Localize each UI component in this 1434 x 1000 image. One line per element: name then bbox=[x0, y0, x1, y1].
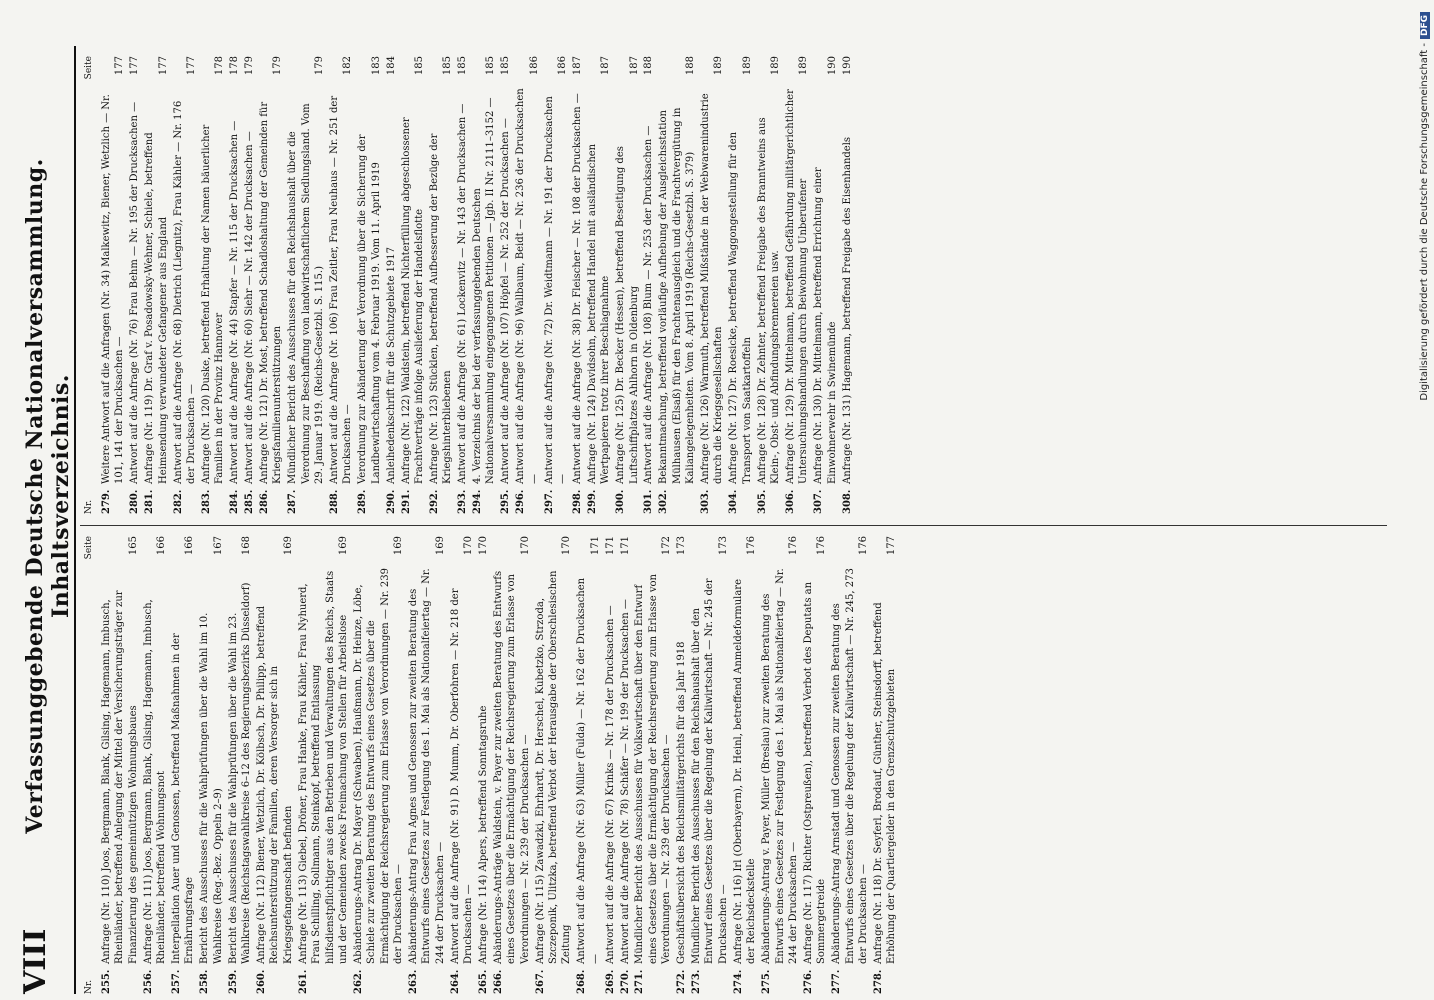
entry-text: Antwort auf die Anfrage (Nr. 61) Lockenvitz — Nr. 143 der Drucksachen — bbox=[457, 103, 469, 484]
toc-entry bbox=[352, 536, 406, 994]
entry-number: 278. bbox=[872, 969, 884, 994]
entry-page: 185 bbox=[413, 56, 425, 76]
entry-page: 185 bbox=[442, 56, 454, 76]
entry-page: 179 bbox=[244, 56, 256, 76]
entry-page: 170 bbox=[519, 536, 531, 556]
entry-page: 186 bbox=[528, 56, 540, 76]
entry-text: Abänderungs-Antrag Frau Agnes und Genossen zur zweiten Beratung des Entwurfs eines Gesetzes zur Festlegung des 1. Mai als Nationalfeiertag — Nr. 244 der Drucksachen — bbox=[407, 568, 446, 964]
entry-page: 170 bbox=[477, 536, 489, 556]
toc-entry bbox=[407, 536, 447, 994]
entry-text: Anfrage (Nr. 125) Dr. Becker (Hessen), betreffend Beseitigung des Luftschiffplatzes Ahlhorn in Oldenburg bbox=[615, 146, 640, 484]
toc-entry bbox=[143, 56, 170, 514]
toc-entry bbox=[492, 536, 532, 994]
column-head-seite: Seite bbox=[84, 536, 94, 560]
toc-entry bbox=[841, 56, 854, 514]
entry-number: 268. bbox=[576, 969, 588, 994]
entry-text: Bericht des Ausschusses für die Wahlprüfungen über die Wahl im 10. Wahlkreise (Reg.-Bez. Oppeln 2–9) bbox=[199, 612, 224, 964]
entry-number: 287. bbox=[287, 489, 299, 514]
entry-page: 188 bbox=[685, 56, 697, 76]
entry-text: Anfrage (Nr. 122) Waldstein, betreffend Nichterfüllung abgeschlossener Frachtverträge infolge Auslieferung der Handelsflotte bbox=[400, 117, 425, 484]
entry-page: 184 bbox=[385, 56, 397, 76]
entry-number: 291. bbox=[400, 489, 412, 514]
toc-entry bbox=[243, 56, 256, 514]
entry-page: 177 bbox=[114, 56, 126, 76]
entry-number: 297. bbox=[543, 489, 555, 514]
entry-number: 282. bbox=[172, 489, 184, 514]
entry-text: Antwort auf die Anfrage (Nr. 63) Müller (Fulda) — Nr. 162 der Drucksachen — bbox=[576, 577, 601, 964]
entry-number: 295. bbox=[500, 489, 512, 514]
toc-entry bbox=[575, 536, 602, 994]
entry-page: 189 bbox=[798, 56, 810, 76]
entry-page: 177 bbox=[886, 536, 898, 556]
toc-entry bbox=[534, 536, 574, 994]
toc-entry bbox=[675, 536, 688, 994]
entry-page: 166 bbox=[156, 536, 168, 556]
entry-text: Antwort auf die Anfrage (Nr. 76) Frau Behm — Nr. 195 der Drucksachen — bbox=[129, 101, 141, 484]
entry-number: 263. bbox=[407, 969, 419, 994]
entry-text: Anfrage (Nr. 111) Joos, Bergmann, Blank, Gilsing, Hagemann, Imbusch, Rheinländer, betreffend Wohnungsnot bbox=[142, 599, 168, 964]
entry-page: 176 bbox=[816, 536, 828, 556]
entry-page: 171 bbox=[604, 536, 616, 556]
toc-entry bbox=[477, 536, 490, 994]
entry-page: 179 bbox=[272, 56, 284, 76]
column-head-nr: Nr. bbox=[84, 499, 94, 514]
toc-entry bbox=[227, 536, 254, 994]
entry-number: 269. bbox=[604, 969, 616, 994]
entry-number: 255. bbox=[101, 969, 112, 994]
entry-page: 171 bbox=[619, 536, 631, 556]
column-divider bbox=[80, 525, 1387, 526]
toc-entry bbox=[100, 56, 127, 514]
entry-page: 176 bbox=[857, 536, 869, 556]
entry-number: 281. bbox=[144, 489, 156, 514]
entry-number: 285. bbox=[244, 489, 256, 514]
toc-entry bbox=[471, 56, 498, 514]
entry-number: 298. bbox=[571, 489, 583, 514]
column-head bbox=[84, 56, 100, 514]
toc-entry bbox=[571, 56, 584, 514]
entry-number: 292. bbox=[428, 489, 440, 514]
column-head-seite: Seite bbox=[84, 56, 94, 80]
entry-text: Antwort auf die Anfrage (Nr. 91) D. Mumm, Dr. Oberfohren — Nr. 218 der Drucksachen — bbox=[449, 588, 475, 964]
entry-number: 271. bbox=[634, 969, 646, 994]
entry-text: Anfrage (Nr. 110) Joos, Bergmann, Blank, Gilsing, Hagemann, Imbusch, Rheinländer, betreffend Anlegung der Mittel der Versicherungsträger zur Finanzierung des gemeinnützigen Wohnungsbaues bbox=[101, 590, 139, 964]
entry-page: 188 bbox=[643, 56, 655, 76]
toc-entry bbox=[200, 56, 227, 514]
entry-page: 169 bbox=[337, 536, 349, 556]
entry-page: 166 bbox=[184, 536, 196, 556]
entry-number: 262. bbox=[352, 969, 364, 994]
entry-text: Bekanntmachung, betreffend vorläufige Aufhebung der Ausgleichsstation Mülhausen (Elsaß) für den Frachtenausgleich und die Frachtvergütung in Kaliangelegenheiten. Vom 8. April 1919 (Reichs-Gesetzbl. S. 379) bbox=[658, 107, 697, 484]
header-rule bbox=[74, 46, 76, 994]
entry-page: 170 bbox=[561, 536, 573, 556]
entry-text: Abänderungs-Antrag v. Payer, Müller (Breslau) zur zweiten Beratung des Entwurfs eines Gesetzes zur Festlegung des 1. Mai als Nationalfeiertag — Nr. 244 der Drucksachen — bbox=[761, 568, 799, 964]
toc-entry bbox=[456, 56, 469, 514]
entry-number: 283. bbox=[200, 489, 212, 514]
entry-page: 165 bbox=[127, 536, 139, 556]
entry-page: 170 bbox=[463, 536, 475, 556]
entry-number: 264. bbox=[449, 969, 461, 994]
entry-text: Anfrage (Nr. 128) Dr. Zehnter, betreffend Freigabe des Branntweins aus Klein-, Obst- und Abfindungsbrennereien usw. bbox=[756, 117, 782, 484]
entry-page: 171 bbox=[589, 536, 601, 556]
entry-text: Anfrage (Nr. 112) Biener, Wetzlich, Dr. Kölbsch, Dr. Philipp, betreffend Reichsunterstützung der Familien, deren Versorger sich in Kriegsgefangenschaft befinden bbox=[255, 605, 294, 964]
toc-entry bbox=[614, 56, 641, 514]
toc-entry bbox=[756, 56, 783, 514]
funding-note bbox=[1419, 12, 1433, 992]
entry-number: 256. bbox=[142, 969, 154, 994]
entry-number: 286. bbox=[258, 489, 270, 514]
entry-text: Antwort auf die Anfrage (Nr. 68) Dietrich (Liegnitz), Frau Kähler — Nr. 176 der Drucksachen — bbox=[172, 100, 197, 484]
entry-text: Antwort auf die Anfrage (Nr. 106) Frau Zeitler, Frau Neuhaus — Nr. 251 der Drucksachen — bbox=[329, 95, 354, 484]
entry-page: 178 bbox=[214, 56, 226, 76]
entry-page: 177 bbox=[185, 56, 197, 76]
entry-number: 280. bbox=[129, 489, 141, 514]
entry-page: 189 bbox=[741, 56, 753, 76]
entry-text: Bericht des Ausschusses für die Wahlprüfungen über die Wahl im 23. Wahlkreise (Reichstagswahlkreise 6–12 des Regierungsbezirks Düsseldorf) bbox=[227, 582, 253, 964]
entry-number: 305. bbox=[756, 489, 768, 514]
toc-entry bbox=[619, 536, 632, 994]
toc-entry bbox=[802, 536, 829, 994]
entry-page: 173 bbox=[676, 536, 688, 556]
right-column bbox=[84, 56, 1389, 514]
entry-text: Anfrage (Nr. 117) Richter (Ostpreußen), betreffend Verbot des Deputats an Sommergetreide bbox=[802, 581, 828, 964]
entry-page: 186 bbox=[557, 56, 568, 76]
entry-number: 274. bbox=[732, 969, 744, 994]
entry-page: 185 bbox=[500, 56, 512, 76]
entry-number: 296. bbox=[515, 489, 527, 514]
toc-entry bbox=[760, 536, 800, 994]
page-header bbox=[10, 46, 74, 994]
entry-page: 185 bbox=[485, 56, 497, 76]
toc-entry bbox=[128, 56, 141, 514]
toc-entry bbox=[255, 536, 295, 994]
entry-page: 190 bbox=[826, 56, 838, 76]
entry-number: 299. bbox=[586, 489, 598, 514]
toc-entry bbox=[872, 536, 899, 994]
entry-text: Antwort auf die Anfrage (Nr. 60) Siehr — Nr. 142 der Drucksachen — bbox=[244, 131, 256, 484]
toc-entry bbox=[449, 536, 476, 994]
toc-entry bbox=[356, 56, 383, 514]
toc-entry bbox=[830, 536, 870, 994]
entry-number: 261. bbox=[297, 969, 309, 994]
entry-page: 176 bbox=[787, 536, 799, 556]
entry-text: Anfrage (Nr. 115) Zawadzki, Ehrhardt, Dr. Herschel, Kubetzko, Strzoda, Szczeponik, Ulitzka, betreffend Verbot der Herausgabe der Oberschlesischen Zeitung bbox=[534, 570, 573, 964]
toc-entry bbox=[328, 56, 355, 514]
entry-page: 177 bbox=[129, 56, 141, 76]
entry-number: 294. bbox=[472, 489, 484, 514]
funding-note-text: Digitalisierung gefördert durch die Deutsche Forschungsgemeinschaft - bbox=[1419, 43, 1430, 401]
entry-text: Anfrage (Nr. 130) Dr. Mittelmann, betreffend Errichtung einer Einwohnerwehr in Swinemünde bbox=[813, 167, 838, 484]
entry-text: Anfrage (Nr. 131) Hagemann, betreffend Freigabe des Eisenhandels bbox=[841, 136, 853, 484]
entry-page: 189 bbox=[770, 56, 782, 76]
entry-number: 300. bbox=[615, 489, 627, 514]
entry-text: Antwort auf die Anfrage (Nr. 107) Höpfel — Nr. 252 der Drucksachen — bbox=[500, 118, 512, 484]
entry-text: Verordnung zur Abänderung der Verordnung über die Sicherung der Landbewirtschaftung vom 4. Februar 1919. Vom 11. April 1919 bbox=[357, 134, 382, 484]
entry-text: Anfrage (Nr. 129) Dr. Mittelmann, betreffend Gefährdung militärgerichtlicher Untersuchungshandlungen durch Beiwohnung Unberufener bbox=[785, 89, 810, 484]
toc-entry bbox=[812, 56, 839, 514]
toc-entry bbox=[699, 56, 726, 514]
entry-page: 169 bbox=[282, 536, 294, 556]
entry-number: 301. bbox=[643, 489, 655, 514]
left-column bbox=[84, 536, 1389, 994]
entry-number: 307. bbox=[813, 489, 825, 514]
entry-text: Antwort auf die Anfrage (Nr. 38) Dr. Fleischer — Nr. 108 der Drucksachen — bbox=[571, 93, 583, 484]
toc-entry bbox=[633, 536, 673, 994]
rotated-page-content bbox=[0, 40, 1395, 1000]
entry-number: 272. bbox=[676, 969, 688, 994]
entry-page: 168 bbox=[241, 536, 253, 556]
entry-text: Anleihedenkschrift für die Schutzgebiete 1917 bbox=[385, 246, 397, 484]
entry-number: 275. bbox=[761, 969, 773, 994]
entry-text: Anfrage (Nr. 124) Davidsohn, betreffend Handel mit ausländischen Wertpapieren trotz ihrer Beschlagnahme bbox=[586, 143, 612, 484]
toc-entry bbox=[690, 536, 730, 994]
entry-number: 306. bbox=[785, 489, 796, 514]
entry-text: Mündlicher Bericht des Ausschusses für den Reichshaushalt über die Verordnung zur Beschaffung von landwirtschaftlichem Siedlungsland. Vom 29. Januar 1919. (Reichs-Gesetzbl. S. 115.) bbox=[287, 103, 326, 484]
entry-text: Anfrage (Nr. 121) Dr. Most, betreffend Schadloshaltung der Gemeinden für Kriegsfamilienunterstützungen bbox=[258, 101, 284, 484]
entry-number: 273. bbox=[691, 969, 703, 994]
entry-page: 179 bbox=[314, 56, 326, 76]
entry-page: 182 bbox=[342, 56, 354, 76]
entry-text: Anfrage (Nr. 116) Irl (Oberbayern), Dr. Heinl, betreffend Anmeldeformulare der Reichsdeckstelle bbox=[732, 578, 758, 964]
entry-page: 187 bbox=[600, 56, 612, 76]
entry-text: Antwort auf die Anfrage (Nr. 72) Dr. Weidtmann — Nr. 191 der Drucksachen — bbox=[543, 96, 568, 484]
entry-page: 189 bbox=[713, 56, 725, 76]
toc-entry bbox=[170, 536, 197, 994]
entry-page: 169 bbox=[434, 536, 446, 556]
entry-text: Anfrage (Nr. 118) Dr. Seyferl, Brodauf, Günther, Steinsdorff, betreffend Erhöhung der Quartiergelder in den Grenzschutzgebieten bbox=[872, 602, 898, 964]
toc-entry bbox=[657, 56, 697, 514]
entry-text: Anfrage (Nr. 120) Duske, betreffend Erhaltung der Namen bäuerlicher Familien in der Provinz Hannover bbox=[200, 124, 226, 484]
entry-text: Anfrage (Nr. 127) Dr. Roesicke, betreffend Waggongestellung für den Transport von Saatkartoffeln bbox=[728, 131, 753, 484]
toc-entry bbox=[543, 56, 570, 514]
toc-entry bbox=[784, 56, 811, 514]
entry-text: Abänderungs-Antrag Dr. Mayer (Schwaben), Haußmann, Dr. Heinze, Löbe, Schiele zur zweiten Beratung des Entwurfs eines Gesetzes über die Ermächtigung der Reichsregierung zum Erlasse von Verordnungen — Nr. 239 der Drucksachen — bbox=[352, 568, 405, 964]
entry-number: 259. bbox=[227, 969, 239, 994]
toc-entry bbox=[727, 56, 754, 514]
entry-number: 277. bbox=[831, 969, 843, 994]
toc-entry bbox=[228, 56, 241, 514]
entry-text: Anfrage (Nr. 126) Warmuth, betreffend Mißstände in der Webwarenindustrie durch die Kriegsgesellschaften bbox=[700, 93, 725, 484]
dfg-logo: DFG bbox=[1420, 12, 1430, 39]
entry-text: Antwort auf die Anfrage (Nr. 96) Wallbaum, Beidt — Nr. 236 der Drucksachen — bbox=[515, 88, 540, 484]
entry-text: Geschäftsübersicht des Reichsmilitärgerichts für das Jahr 1918 bbox=[676, 641, 688, 964]
entry-number: 284. bbox=[229, 489, 241, 514]
entry-text: Weitere Antwort auf die Anfragen (Nr. 34) Malkewitz, Biener, Wetzlich — Nr. 101, 141 der Drucksachen — bbox=[101, 94, 126, 484]
entry-page: 167 bbox=[212, 536, 224, 556]
entry-number: 303. bbox=[700, 489, 712, 514]
entry-number: 260. bbox=[255, 969, 267, 994]
entry-text: Antwort auf die Anfrage (Nr. 44) Stapfer — Nr. 115 der Drucksachen — bbox=[229, 120, 241, 484]
toc-entry bbox=[732, 536, 759, 994]
entry-page: 190 bbox=[841, 56, 853, 76]
entry-text: Mündlicher Bericht des Ausschusses für den Reichshaushalt über den Entwurf eines Gesetzes über die Regelung der Kaliwirtschaft — Nr. 245 der Drucksachen — bbox=[691, 578, 729, 964]
entry-text: Anfrage (Nr. 119) Dr. Graf v. Posadowsky-Wehner, Schiele, betreffend Heimsendung verwundeter Gefangener aus England bbox=[144, 132, 169, 484]
entry-page: 187 bbox=[628, 56, 640, 76]
toc-entry bbox=[428, 56, 455, 514]
entry-text: 4. Verzeichnis der bei der verfassunggebenden Deutschen Nationalversammlung eingegangenen Petitionen — Jgb. II Nr. 2111–3152 — bbox=[472, 97, 497, 484]
toc-entry bbox=[258, 56, 285, 514]
toc-entry bbox=[385, 56, 398, 514]
toc-entry bbox=[514, 56, 541, 514]
entry-page: 176 bbox=[746, 536, 758, 556]
entry-number: 308. bbox=[841, 489, 853, 514]
page-title: Verfassunggebende Deutsche Nationalversammlung. Inhaltsverzeichnis. bbox=[22, 158, 74, 834]
toc-entry bbox=[198, 536, 225, 994]
right-entry-list bbox=[100, 56, 854, 514]
toc-entry bbox=[499, 56, 512, 514]
toc-entry bbox=[100, 536, 140, 994]
entry-text: Abänderungs-Anträge Waldstein, v. Payer zur zweiten Beratung des Entwurfs eines Gesetzes über die Ermächtigung der Reichsregierung zum Erlasse von Verordnungen — Nr. 239 der Drucksachen — bbox=[492, 570, 531, 964]
column-head-nr: Nr. bbox=[84, 979, 94, 994]
entry-text: Antwort auf die Anfrage (Nr. 67) Krinks — Nr. 178 der Drucksachen — bbox=[604, 605, 616, 964]
entry-text: Antwort auf die Anfrage (Nr. 78) Schäfer — Nr. 199 der Drucksachen — bbox=[619, 599, 631, 964]
left-entry-list bbox=[100, 536, 899, 994]
entry-text: Interpellation Auer und Genossen, betreffend Maßnahmen in der Ernährungsfrage bbox=[171, 633, 196, 964]
column-head bbox=[84, 536, 100, 994]
entry-number: 258. bbox=[199, 969, 211, 994]
entry-page: 185 bbox=[457, 56, 469, 76]
toc-entry bbox=[172, 56, 199, 514]
entry-page: 183 bbox=[370, 56, 382, 76]
entry-number: 289. bbox=[357, 489, 369, 514]
entry-text: Mündlicher Bericht des Ausschusses für Volkswirtschaft über den Entwurf eines Gesetzes über die Ermächtigung der Reichsregierung zum Erlasse von Verordnungen — Nr. 239 der Drucksachen — bbox=[634, 574, 673, 964]
entry-text: Abänderungs-Antrag Arnstadt und Genossen zur zweiten Beratung des Entwurfs eines Gesetzes über die Regelung der Kaliwirtschaft — Nr. 245, 273 der Drucksachen — bbox=[831, 568, 869, 964]
entry-number: 293. bbox=[457, 489, 469, 514]
entry-text: Anfrage (Nr. 113) Giebel, Dröner, Frau Hanke, Frau Kähler, Frau Nyhuerd, Frau Schilling, Sollmann, Steinkopf, betreffend Entlassung hilfsdienstpflichtiger aus den Betrieben und Verwaltungen des Reichs, Staats und der Gemeinden zwecks Freimachung von Stellen für Arbeitslose bbox=[297, 570, 349, 964]
toc-entry bbox=[586, 56, 613, 514]
page-number: VIII bbox=[18, 928, 53, 994]
entry-number: 266. bbox=[492, 969, 504, 994]
toc-entry bbox=[604, 536, 617, 994]
entry-page: 173 bbox=[717, 536, 729, 556]
toc-entry bbox=[642, 56, 655, 514]
entry-page: 178 bbox=[229, 56, 241, 76]
entry-text: Anfrage (Nr. 123) Stücklen, betreffend Aufbesserung der Bezüge der Kriegshinterbliebenen bbox=[428, 133, 454, 484]
toc-entry bbox=[286, 56, 326, 514]
entry-page: 177 bbox=[157, 56, 169, 76]
toc-entry bbox=[297, 536, 351, 994]
toc-entry bbox=[142, 536, 169, 994]
toc-entry bbox=[400, 56, 427, 514]
entry-number: 257. bbox=[171, 969, 183, 994]
entry-number: 304. bbox=[728, 489, 740, 514]
entry-page: 172 bbox=[661, 536, 673, 556]
entry-number: 265. bbox=[477, 969, 489, 994]
entry-page: 187 bbox=[571, 56, 583, 76]
entry-number: 279. bbox=[101, 489, 112, 514]
entry-text: Antwort auf die Anfrage (Nr. 108) Blum — Nr. 253 der Drucksachen — bbox=[643, 125, 655, 484]
entry-number: 290. bbox=[385, 489, 397, 514]
entry-number: 302. bbox=[658, 489, 670, 514]
entry-number: 270. bbox=[619, 969, 631, 994]
entry-number: 267. bbox=[534, 969, 546, 994]
entry-text: Anfrage (Nr. 114) Alpers, betreffend Sonntagsruhe bbox=[477, 705, 489, 964]
entry-number: 288. bbox=[329, 489, 340, 514]
entry-number: 276. bbox=[802, 969, 814, 994]
entry-page: 169 bbox=[393, 536, 405, 556]
